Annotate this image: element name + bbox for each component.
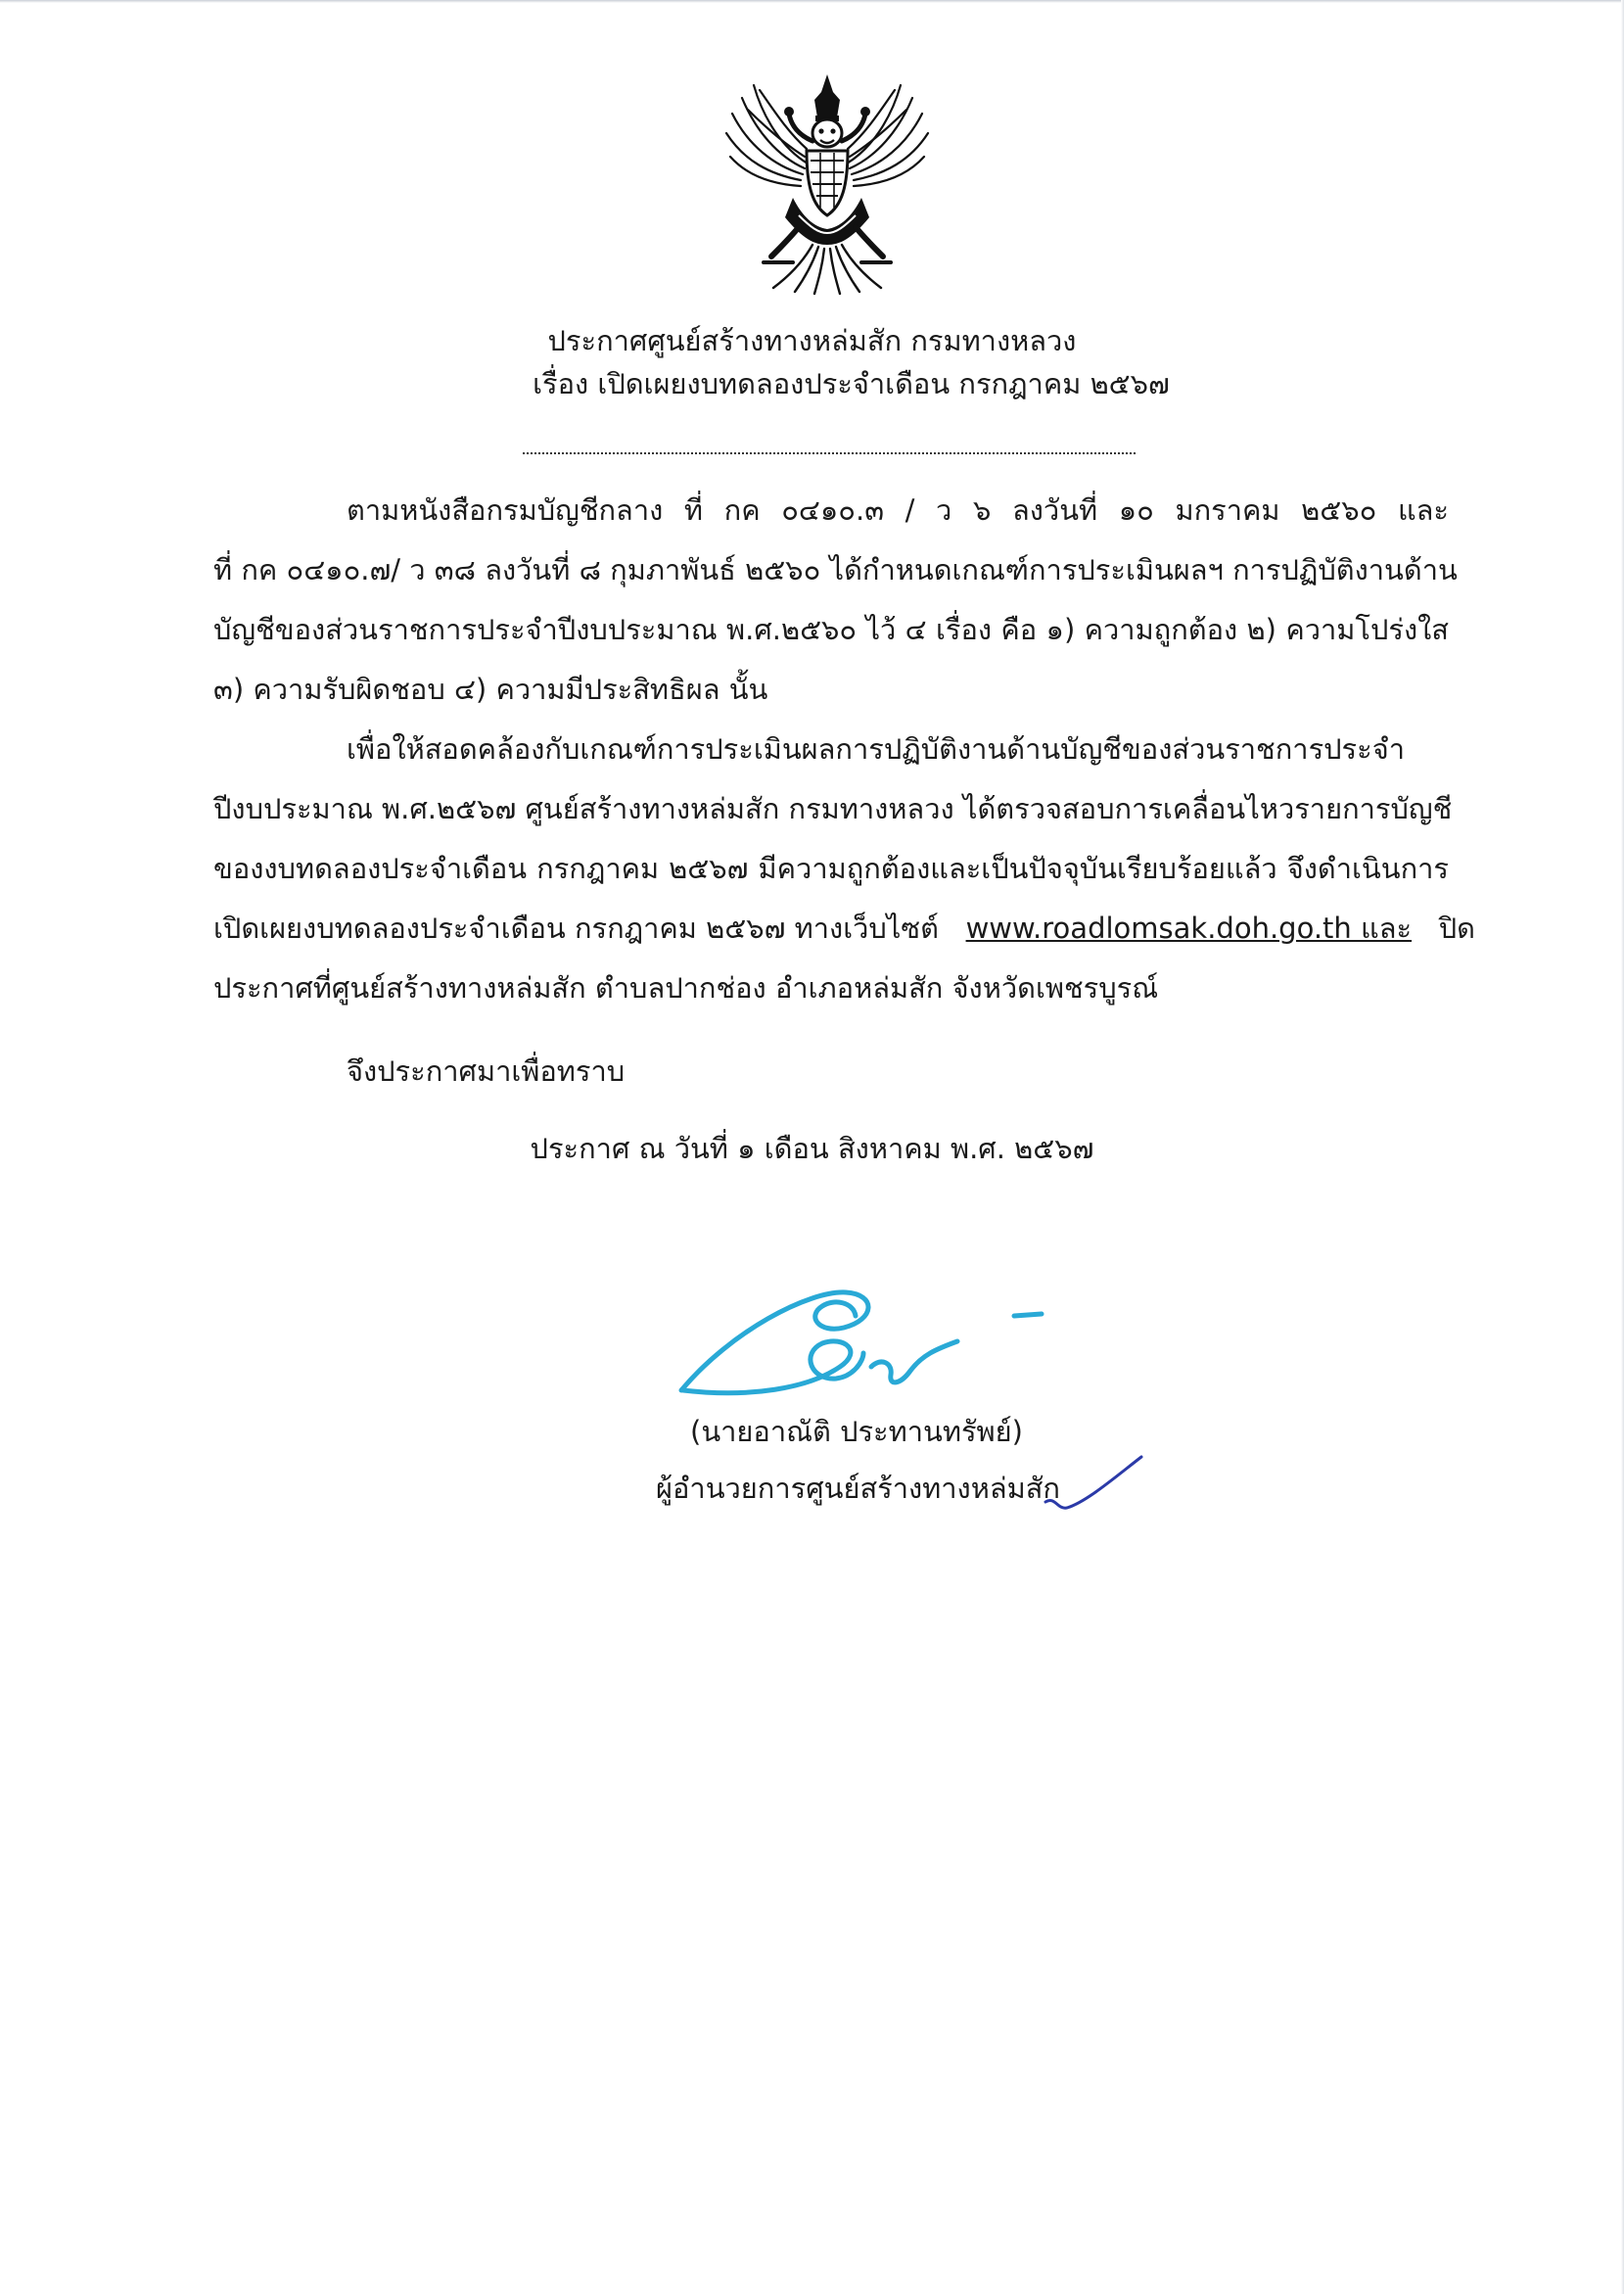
paragraph-disclosure xyxy=(213,720,1475,1018)
announcement-date: ประกาศ ณ วันที่ ๑ เดือน สิงหาคม พ.ศ. ๒๕๖๗ xyxy=(530,1132,1094,1165)
paragraph-line: ประกาศที่ศูนย์สร้างทางหล่มสัก ตำบลปากช่อง อำเภอหล่มสัก จังหวัดเพชรบูรณ์ xyxy=(213,971,1159,1005)
paragraph-text: เปิดเผยงบทดลองประจำเดือน กรกฎาคม ๒๕๖๗ ทางเว็บไซต์ xyxy=(213,912,939,945)
paragraph-text: ปิด xyxy=(1438,912,1475,945)
closing-statement: จึงประกาศมาเพื่อทราบ xyxy=(347,1054,626,1088)
initial-mark-icon xyxy=(1040,1453,1147,1520)
paragraph-line: ๓) ความรับผิดชอบ ๔) ความมีประสิทธิผล นั้น xyxy=(213,673,768,706)
handwritten-signature-icon xyxy=(672,1273,1102,1410)
scan-edge-top xyxy=(0,0,1624,3)
paragraph-line: เพื่อให้สอดคล้องกับเกณฑ์การประเมินผลการปฏิบัติงานด้านบัญชีของส่วนราชการประจำ xyxy=(347,732,1405,766)
document-title: ประกาศศูนย์สร้างทางหล่มสัก กรมทางหลวง xyxy=(547,324,1077,357)
paragraph-line: ที่ กค ๐๔๑๐.๗/ ว ๓๘ ลงวันที่ ๘ กุมภาพันธ์ ๒๕๖๐ ได้กำหนดเกณฑ์การประเมินผลฯ การปฏิบัติงานด้าน xyxy=(213,553,1458,586)
paragraph-line: ของงบทดลองประจำเดือน กรกฎาคม ๒๕๖๗ มีความถูกต้องและเป็นปัจจุบันเรียบร้อยแล้ว จึงดำเนินการ xyxy=(213,852,1449,885)
paragraph-line: ปีงบประมาณ พ.ศ.๒๕๖๗ ศูนย์สร้างทางหล่มสัก กรมทางหลวง ได้ตรวจสอบการเคลื่อนไหวรายการบัญชี xyxy=(213,792,1453,825)
garuda-emblem-icon xyxy=(705,70,950,296)
dotted-divider xyxy=(523,452,1136,454)
paragraph-line: ตามหนังสือกรมบัญชีกลาง ที่ กค ๐๔๑๐.๓ / ว ๖ ลงวันที่ ๑๐ มกราคม ๒๕๖๐ และ xyxy=(347,493,1449,527)
paragraph-line-with-link xyxy=(213,899,1475,959)
signer-name: (นายอาณัติ ประทานทรัพย์) xyxy=(690,1415,1023,1448)
signer-position: ผู้อำนวยการศูนย์สร้างทางหล่มสัก xyxy=(656,1472,1060,1505)
website-link[interactable]: www.roadlomsak.doh.go.th และ xyxy=(965,912,1413,945)
document-subject: เรื่อง เปิดเผยงบทดลองประจำเดือน กรกฎาคม ๒๕๖๗ xyxy=(533,367,1170,400)
paragraph-reference xyxy=(213,481,1458,720)
paragraph-line: บัญชีของส่วนราชการประจำปีงบประมาณ พ.ศ.๒๕๖๐ ไว้ ๔ เรื่อง คือ ๑) ความถูกต้อง ๒) ความโปร่งใส xyxy=(213,613,1449,646)
